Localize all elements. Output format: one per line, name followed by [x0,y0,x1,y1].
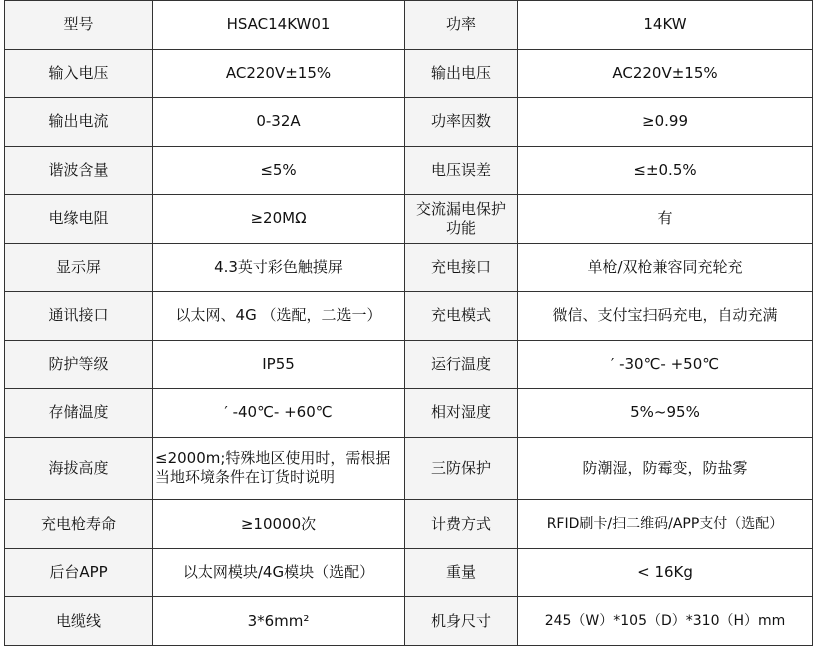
param-value: < 16Kg [518,548,813,597]
table-row [5,437,813,500]
param-label: 充电枪寿命 [5,500,153,549]
param-label: 充电接口 [405,243,518,292]
spec-table [4,0,813,646]
table-row [5,1,813,50]
param-value: 微信、支付宝扫码充电，自动充满 [518,292,813,341]
param-label: 计费方式 [405,500,518,549]
param-value: ≤±0.5% [518,146,813,195]
param-value: ≥0.99 [518,98,813,147]
param-value: ≤2000m;特殊地区使用时，需根据当地环境条件在订货时说明 [153,437,405,500]
param-value: AC220V±15% [153,49,405,98]
param-value: ≥10000次 [153,500,405,549]
param-value: RFID刷卡/扫二维码/APP支付（选配） [518,500,813,549]
param-label: 型号 [5,1,153,50]
table-row [5,195,813,244]
param-label: 输出电压 [405,49,518,98]
param-label: 电压误差 [405,146,518,195]
param-label: 海拔高度 [5,437,153,500]
param-label: 电缘电阻 [5,195,153,244]
param-value: 0-32A [153,98,405,147]
param-label: 输出电流 [5,98,153,147]
table-row [5,548,813,597]
param-label: 交流漏电保护功能 [405,195,518,244]
param-label: 机身尺寸 [405,597,518,646]
param-value: HSAC14KW01 [153,1,405,50]
param-value: 3*6mm² [153,597,405,646]
param-value: 有 [518,195,813,244]
param-value: 4.3英寸彩色触摸屏 [153,243,405,292]
param-label: 输入电压 [5,49,153,98]
param-label: 功率因数 [405,98,518,147]
param-value: AC220V±15% [518,49,813,98]
param-value: 防潮湿，防霉变，防盐雾 [518,437,813,500]
table-row [5,389,813,438]
param-label: 充电模式 [405,292,518,341]
table-row [5,340,813,389]
param-label: 三防保护 [405,437,518,500]
param-label: 电缆线 [5,597,153,646]
param-label: 后台APP [5,548,153,597]
param-label: 存储温度 [5,389,153,438]
param-label: 谐波含量 [5,146,153,195]
param-value: IP55 [153,340,405,389]
table-row [5,500,813,549]
param-label: 通讯接口 [5,292,153,341]
param-value: 以太网模块/4G模块（选配） [153,548,405,597]
param-label: 重量 [405,548,518,597]
param-value: 单枪/双枪兼容同充轮充 [518,243,813,292]
param-value: ′ -30℃- +50℃ [518,340,813,389]
param-value: ≥20MΩ [153,195,405,244]
table-row [5,243,813,292]
param-label: 运行温度 [405,340,518,389]
param-value: 14KW [518,1,813,50]
table-row [5,597,813,646]
table-row [5,98,813,147]
param-label: 相对湿度 [405,389,518,438]
param-value: ′ -40℃- +60℃ [153,389,405,438]
param-value: ≤5% [153,146,405,195]
param-value: 5%~95% [518,389,813,438]
param-label: 显示屏 [5,243,153,292]
param-label: 防护等级 [5,340,153,389]
param-value: 245（W）*105（D）*310（H）mm [518,597,813,646]
param-label: 功率 [405,1,518,50]
table-row [5,49,813,98]
param-value: 以太网、4G （选配，二选一） [153,292,405,341]
table-row [5,146,813,195]
table-row [5,292,813,341]
